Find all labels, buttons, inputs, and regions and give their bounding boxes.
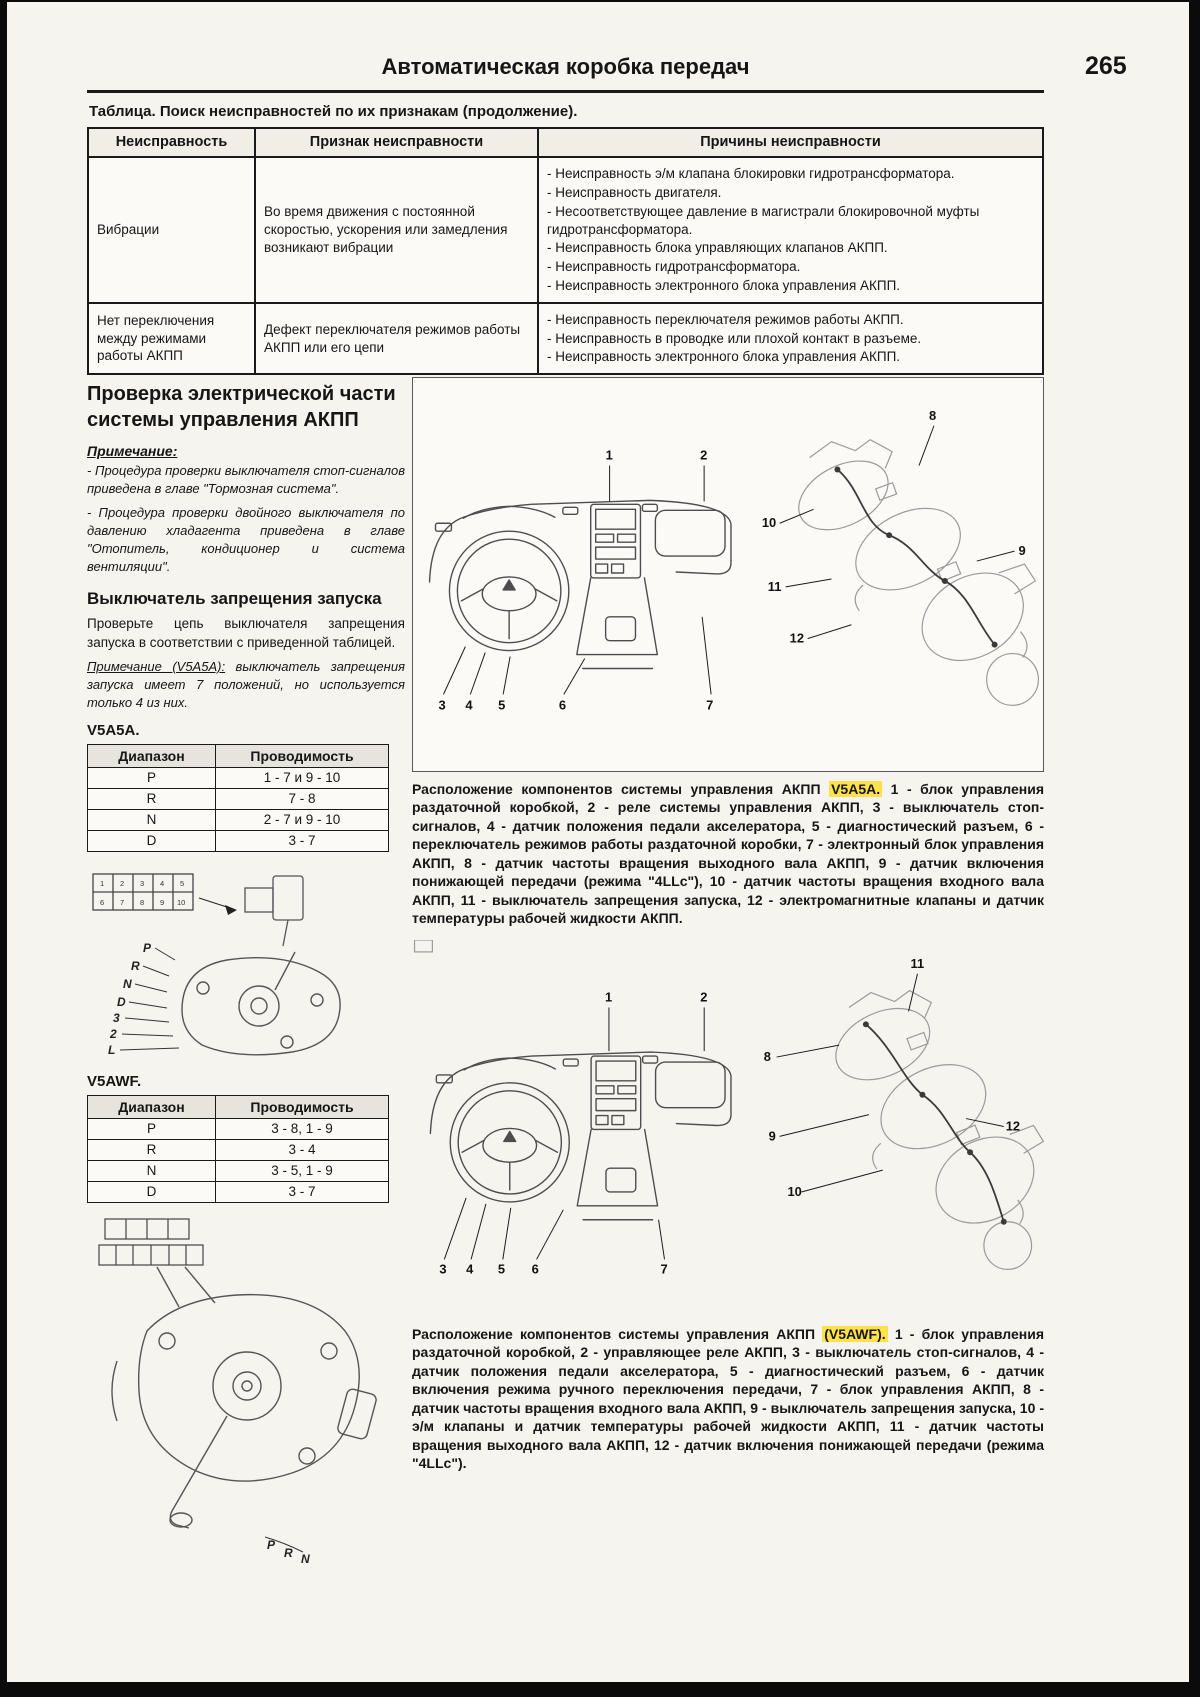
cell-range: P — [88, 767, 216, 788]
cause-item: - Неисправность электронного блока управления АКПП. — [547, 349, 901, 365]
callout-number: 1 — [605, 447, 613, 463]
cell-range: R — [88, 1139, 216, 1160]
pin-number: 8 — [140, 897, 145, 907]
dashboard-sketch — [430, 1052, 731, 1220]
table-row — [88, 303, 1043, 374]
cause-item: - Неисправность э/м клапана блокировки гидротрансформатора. — [547, 166, 955, 182]
cell-conductivity: 3 - 8, 1 - 9 — [216, 1118, 389, 1139]
col-header-conductivity: Проводимость — [216, 1095, 389, 1118]
range-letter: P — [143, 940, 152, 955]
cell-conductivity: 3 - 5, 1 - 9 — [216, 1160, 389, 1181]
table-header-row — [88, 1095, 389, 1118]
cause-item: - Несоответствующее давление в магистрали блокировочной муфты гидротрансформатора. — [547, 203, 980, 237]
callout-number: 9 — [768, 1128, 776, 1144]
cell-fault: Вибрации — [88, 157, 255, 303]
left-column — [87, 382, 405, 1572]
pin-number: 10 — [177, 897, 186, 907]
header-rule — [87, 90, 1044, 93]
range-letter: R — [284, 1545, 293, 1560]
pin-number: 9 — [160, 897, 165, 907]
callout-number: 5 — [497, 1261, 506, 1277]
section-heading-electrical-check: Проверка электрической части системы управления АКПП — [87, 383, 396, 431]
paper — [7, 2, 1189, 1682]
right-column — [412, 377, 1044, 1473]
cause-item: - Неисправность блока управляющих клапанов АКПП. — [547, 240, 888, 256]
pin-number: 1 — [100, 878, 105, 888]
highlight-v5a5a: V5A5A. — [831, 781, 881, 797]
range-letter: D — [117, 994, 126, 1009]
paragraph: Проверьте цепь выключателя запрещения запуска в соответствии с приведенной таблицей. — [87, 615, 405, 650]
cause-item: - Неисправность переключателя режимов работы АКПП. — [547, 311, 904, 327]
callout-number: 6 — [558, 697, 567, 713]
col-header-conductivity: Проводимость — [216, 744, 389, 767]
note-item: - Процедура проверки двойного выключателя по давлению хладагента приведена в главе "Отопитель, кондиционер и система вентиляции". — [87, 505, 405, 574]
col-header-fault: Неисправность — [88, 128, 255, 157]
pin-number: 3 — [140, 878, 145, 888]
table-row — [88, 809, 389, 830]
v5awf-conductivity-table — [87, 1095, 389, 1203]
fault-table-caption: Таблица. Поиск неисправностей по их признакам (продолжение). — [89, 103, 578, 120]
wiring-harness — [837, 470, 994, 645]
pin-number: 4 — [160, 878, 165, 888]
callout-number: 4 — [466, 1261, 474, 1277]
cell-range: D — [88, 1181, 216, 1202]
cell-range: R — [88, 788, 216, 809]
page-number: 265 — [1085, 52, 1127, 80]
table-header-row — [88, 744, 389, 767]
callout-number: 8 — [928, 407, 937, 423]
cell-conductivity: 2 - 7 и 9 - 10 — [216, 809, 389, 830]
callout-number: 9 — [1018, 543, 1026, 559]
cell-range: D — [88, 830, 216, 851]
cell-conductivity: 3 - 7 — [216, 1181, 389, 1202]
callout-number: 2 — [700, 447, 708, 463]
callout-number: 3 — [438, 697, 446, 713]
note-item: - Процедура проверки выключателя стоп-сигналов приведена в главе "Тормозная система". — [87, 463, 405, 497]
range-letter: P — [267, 1537, 276, 1552]
callout-number: 5 — [498, 697, 506, 713]
cell-conductivity: 3 - 4 — [216, 1139, 389, 1160]
cell-range: N — [88, 809, 216, 830]
harness-connectors — [834, 467, 997, 648]
caption-body: 1 - блок управления раздаточной коробкой, 2 - управляющее реле АКПП, 3 - выключатель стоп-сигналов, 4 - датчик положения педали акселератора, 5 - диагностический разъем, 6 - датчик включения режима ручного переключения передачи, 7 - блок управления АКПП, 8 - датчик частоты вращения входного вала АКПП, 9 - выключатель запрещения запуска, 10 - э/м клапаны и датчик температуры рабочей жидкости АКПП, 11 - датчик частоты вращения выходного вала АКПП, 12 - датчик включения понижающей передачи (режима "4LLc"). — [412, 1325, 1045, 1472]
wiring-harness — [866, 1024, 1004, 1221]
cause-item: - Неисправность в проводке или плохой контакт в разъеме. — [547, 330, 922, 346]
callout-lines — [444, 973, 1003, 1259]
table-row — [88, 157, 1043, 303]
callout-number: 3 — [439, 1261, 447, 1277]
switch-diagram-v5awf — [87, 1211, 397, 1567]
page-title: Автоматическая коробка передач — [381, 54, 750, 79]
callout-number: 7 — [706, 697, 714, 713]
callout-number: 11 — [767, 578, 782, 594]
col-header-causes: Причины неисправности — [538, 128, 1043, 157]
callout-number: 1 — [604, 989, 613, 1005]
cell-causes — [538, 157, 1043, 303]
cell-causes — [538, 303, 1043, 374]
cell-symptom: Во время движения с постоянной скоростью, ускорения или замедления возникают вибрации — [255, 157, 538, 303]
table-row — [88, 1118, 389, 1139]
cause-item: - Неисправность электронного блока управления АКПП. — [547, 278, 901, 293]
cell-range: P — [88, 1118, 216, 1139]
table-row — [88, 1160, 389, 1181]
cell-conductivity: 3 - 7 — [216, 830, 389, 851]
callout-lines — [443, 426, 1014, 695]
pin-number: 6 — [100, 897, 105, 907]
transmission-sketch — [787, 440, 1039, 706]
cell-conductivity: 7 - 8 — [216, 788, 389, 809]
note-v5a5a-text: выключатель запрещения запуска имеет 7 положений, но используется только 4 из них. — [87, 659, 405, 711]
figure1-caption — [412, 780, 1044, 928]
figure2-caption — [412, 1325, 1044, 1473]
v5a5a-conductivity-table — [87, 744, 389, 852]
note-v5a5a — [87, 658, 405, 712]
col-header-range: Диапазон — [88, 744, 216, 767]
callout-number: 8 — [763, 1048, 771, 1064]
cell-conductivity: 1 - 7 и 9 - 10 — [216, 767, 389, 788]
figure2-illustration — [412, 940, 1044, 1312]
dashboard-sketch — [430, 500, 731, 668]
callout-number: 12 — [789, 630, 805, 646]
col-header-symptom: Признак неисправности — [255, 128, 538, 157]
pin-number: 7 — [120, 897, 125, 907]
note-v5a5a-label: Примечание (V5A5A): — [87, 659, 226, 675]
callout-number: 6 — [531, 1261, 539, 1277]
table-row — [88, 767, 389, 788]
note-label: Примечание: — [87, 443, 178, 460]
range-letter: N — [301, 1551, 310, 1566]
callout-number: 2 — [700, 989, 708, 1005]
section-heading-inhibitor-switch: Выключатель запрещения запуска — [87, 588, 382, 608]
caption-prefix: Расположение компонентов системы управления АКПП — [412, 1325, 816, 1342]
callout-number: 11 — [910, 955, 925, 971]
callout-number: 10 — [787, 1183, 802, 1199]
cause-item: - Неисправность гидротрансформатора. — [547, 259, 801, 275]
model-label-v5awf: V5AWF. — [87, 1072, 142, 1090]
callout-number: 7 — [660, 1261, 668, 1277]
figure1-illustration — [413, 378, 1043, 766]
table-row — [88, 788, 389, 809]
switch-diagram-v5a5a — [87, 860, 397, 1058]
cell-range: N — [88, 1160, 216, 1181]
highlight-v5awf: (V5AWF). — [824, 1325, 886, 1342]
callout-number: 12 — [1005, 1118, 1021, 1134]
table-row — [88, 1139, 389, 1160]
model-label-v5a5a: V5A5A. — [87, 721, 140, 739]
cell-fault: Нет переключения между режимами работы АКПП — [88, 303, 255, 374]
fault-table — [87, 127, 1044, 375]
cause-item: - Неисправность двигателя. — [547, 184, 722, 200]
figure1-v5a5a — [412, 377, 1044, 772]
figure2-v5awf — [412, 940, 1044, 1317]
range-letter: 3 — [113, 1010, 120, 1025]
range-letter: N — [123, 976, 132, 991]
range-letter: R — [131, 958, 140, 973]
table-row — [88, 1181, 389, 1202]
table-header-row — [88, 128, 1043, 157]
col-header-range: Диапазон — [88, 1095, 216, 1118]
callout-number: 4 — [465, 697, 473, 713]
caption-prefix: Расположение компонентов системы управления АКПП — [412, 781, 821, 797]
cell-symptom: Дефект переключателя режимов работы АКПП или его цепи — [255, 303, 538, 374]
pin-number: 5 — [180, 878, 185, 888]
callout-number: 10 — [761, 515, 777, 531]
table-row — [88, 830, 389, 851]
caption-body: 1 - блок управления раздаточной коробкой, 2 - реле системы управления АКПП, 3 - выключатель стоп-сигналов, 4 - датчик положения педали акселератора, 5 - диагностический разъем, 6 - переключатель режимов работы раздаточной коробки, 7 - электронный блок управления АКПП, 8 - датчик частоты вращения выходного вала АКПП, 9 - датчик включения понижающей передачи (режима "4LLc"), 10 - датчик частоты вращения входного вала АКПП, 11 - выключатель запрещения запуска, 12 - электромагнитные клапаны и датчик температуры рабочей жидкости АКПП. — [412, 781, 1045, 927]
pin-number: 2 — [120, 878, 125, 888]
range-letter: L — [108, 1042, 116, 1057]
range-letter: 2 — [110, 1026, 117, 1041]
